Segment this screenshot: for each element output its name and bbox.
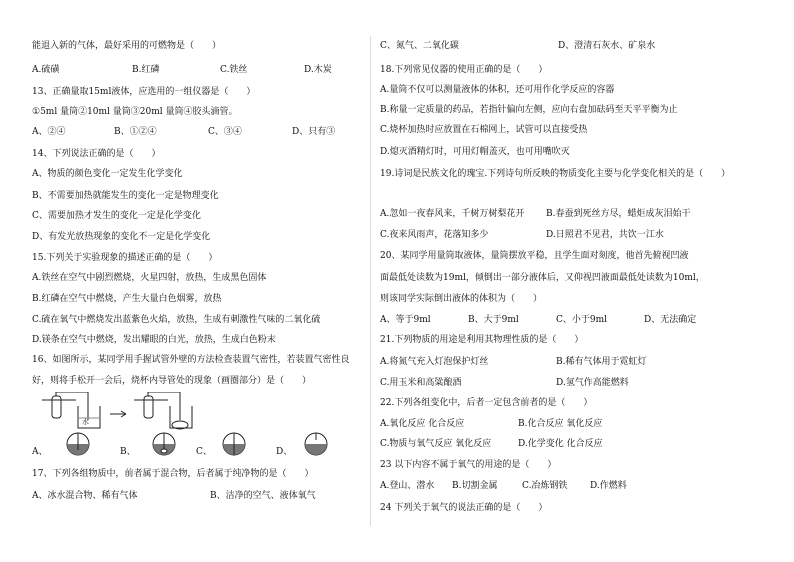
q14-option-b: B、不需要加热就能发生的变化一定是物理变化 [32,191,219,201]
q20-option-d: D、无法确定 [644,315,697,325]
q12-stem-tail: 能退入新的气体，最好采用的可燃物是（ ） [32,41,222,51]
water-label: 水 [82,418,89,426]
q22-option-c: C.物质与氧气反应 氧化反应 [380,439,492,449]
q13-choices: ①5ml 量筒②10ml 量筒③20ml 量筒④胶头滴管。 [32,107,238,117]
q22-stem: 22.下列各组变化中，后者一定包含前者的是（ ） [380,398,593,408]
q13-option-d: D、只有③ [292,127,336,137]
q21-option-d: D.氢气作高能燃料 [556,378,629,388]
q12-option-d: D.木炭 [304,65,332,75]
q18-stem: 18.下列常见仪器的使用正确的是（ ） [380,65,548,75]
q20-option-b: B、大于9ml [468,315,519,325]
q14-option-a: A、物质的颜色变化一定发生化学变化 [32,169,183,179]
q14-option-d: D、有发光放热现象的变化不一定是化学变化 [32,232,211,242]
q21-option-c: C.用玉米和高粱酿酒 [380,378,462,388]
q16-choice-a-diagram [67,433,89,455]
q17-option-b: B、洁净的空气、液体氧气 [210,491,316,501]
q19-option-c: C.夜来风雨声，花落知多少 [380,230,489,240]
q20-option-a: A、等于9ml [380,315,431,325]
q16-choice-b-diagram [153,433,175,455]
q23-option-b: B.切割金属 [452,481,498,491]
q20-option-c: C、小于9ml [556,315,608,325]
q23-option-a: A.登山、潜水 [380,481,435,491]
q14-option-c: C、需要加热才发生的变化一定是化学变化 [32,211,201,221]
q18-option-a: A.量筒不仅可以测量液体的体积，还可用作化学反应的容器 [380,85,615,95]
q16-option-d: D、 [276,447,293,457]
q12-option-c: C.铁丝 [220,65,248,75]
q22-option-d: D.化学变化 化合反应 [518,439,603,449]
q17-option-a: A、冰水混合物、稀有气体 [32,491,138,501]
q22-option-a: A.氧化反应 化合反应 [380,419,465,429]
q16-choice-c-diagram [223,433,245,455]
q13-stem: 13、正确量取15ml液体，应选用的一组仪器是（ ） [32,87,256,97]
q19-stem: 19.诗词是民族文化的瑰宝.下列诗句所反映的物质变化主要与化学变化相关的是（ ） [380,169,731,179]
q16-option-c: C、 [196,447,212,457]
q15-stem: 15.下列关于实验现象的描述正确的是（ ） [32,253,218,263]
q12-option-a: A.硫磺 [32,65,60,75]
q21-option-b: B.稀有气体用于霓虹灯 [556,357,647,367]
q18-option-b: B.称量一定质量的药品，若指针偏向左侧，应向右盘加砝码至天平平衡为止 [380,105,678,115]
q15-option-b: B.红磷在空气中燃烧，产生大量白色烟雾，放热 [32,294,222,304]
q15-option-c: C.硫在氧气中燃烧发出蓝紫色火焰，放热，生成有刺激性气味的二氧化硫 [32,315,321,325]
q16-choice-d-diagram [305,433,327,455]
q20-stem-line2: 面最低处读数为19ml，倾倒出一部分液体后，又仰视凹液面最低处读数为10ml， [380,273,705,283]
q21-stem: 21.下列物质的用途是利用其物理性质的是（ ） [380,335,584,345]
q13-option-c: C、③④ [208,127,242,137]
test-tube [52,396,61,418]
q19-option-b: B.春蚕到死丝方尽，蜡炬成灰泪始干 [546,209,691,219]
q24-stem: 24 下列关于氧气的说法正确的是（ ） [380,503,548,513]
q22-option-b: B.化合反应 氧化反应 [518,419,603,429]
q19-option-d: D.日照君不见君，共饮一江水 [546,230,664,240]
q16-stem-line2: 好，则将手松开一会后，烧杯内导管处的现象（画圈部分）是（ ） [32,376,312,386]
q13-option-a: A、②④ [32,127,66,137]
q17-stem: 17、下列各组物质中，前者属于混合物，后者属于纯净物的是（ ） [32,469,314,479]
q20-stem-line1: 20、某同学用量筒取液体，量筒摆放平稳，且学生面对刻度，他首先俯视凹液 [380,251,689,261]
q15-option-a: A.铁丝在空气中剧烈燃烧，火星四射，放热，生成黑色固体 [32,273,267,283]
q16-option-b: B、 [120,447,136,457]
q12-option-b: B.红磷 [132,65,160,75]
q18-option-d: D.熄灭酒精灯时，可用灯帽盖灭，也可用嘴吹灭 [380,147,570,157]
q18-option-c: C.烧杯加热时应放置在石棉网上，试管可以直接受热 [380,125,588,135]
q16-option-a: A、 [32,447,48,457]
q14-stem: 14、下列说法正确的是（ ） [32,149,161,159]
q19-option-a: A.忽如一夜春风来，千树万树梨花开 [380,209,525,219]
q16-stem-line1: 16、如图所示，某同学用手握试管外壁的方法检查装置气密性，若装置气密性良 [32,355,350,365]
q23-stem: 23 以下内容不属于氧气的用途的是（ ） [380,460,557,470]
q17-option-d: D、澄清石灰水、矿泉水 [558,41,656,51]
q23-option-d: D.作燃料 [590,481,627,491]
q23-option-c: C.冶炼钢铁 [522,481,568,491]
q21-option-a: A.将氮气充入灯泡保护灯丝 [380,357,489,367]
q17-option-c: C、氮气、二氧化碳 [380,41,459,51]
q15-option-d: D.镁条在空气中燃烧，发出耀眼的白光，放热，生成白色粉末 [32,335,276,345]
q13-option-b: B、①②④ [114,127,157,137]
q20-stem-line3: 则该同学实际倒出液体的体积为（ ） [380,294,543,304]
